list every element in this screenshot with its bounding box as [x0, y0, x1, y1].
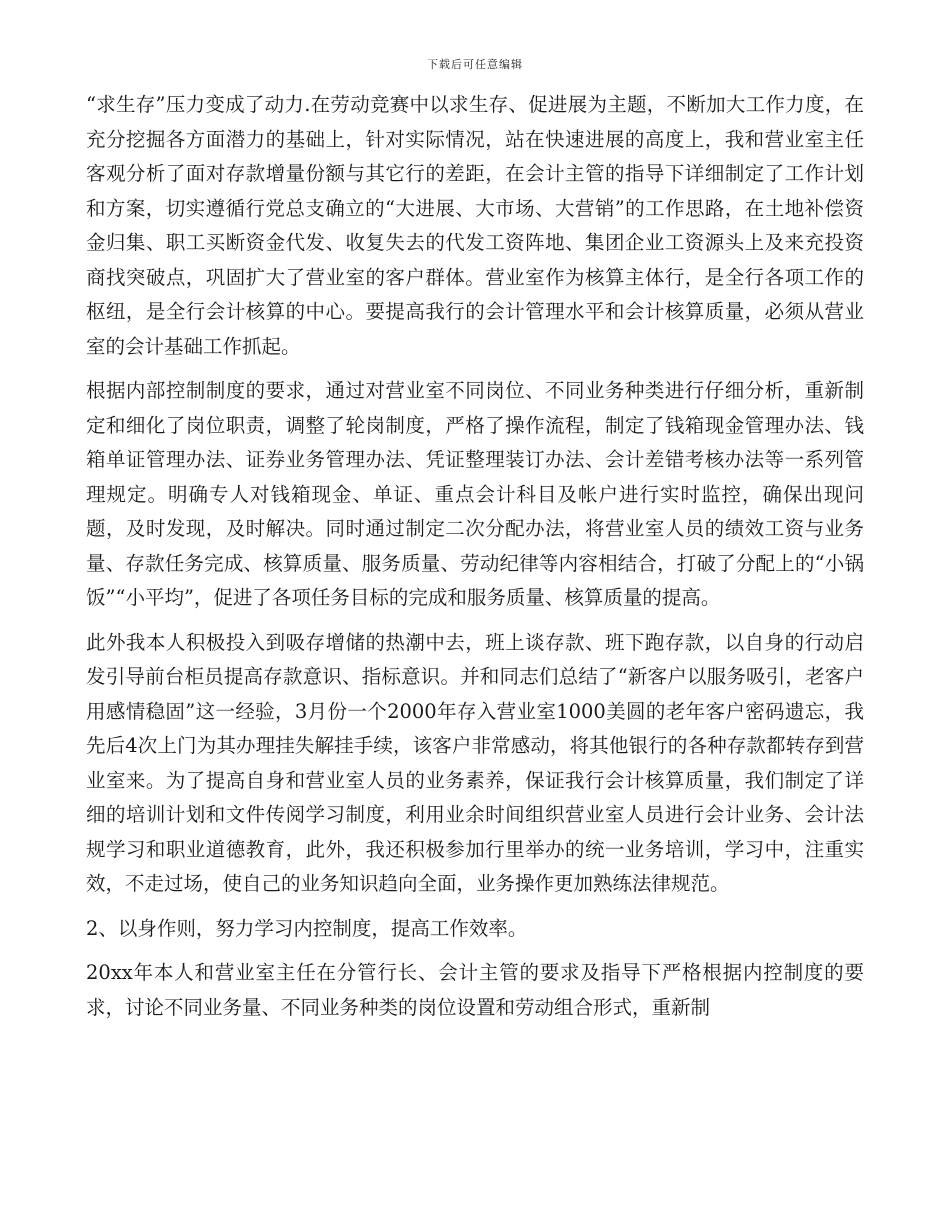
- paragraph-5: 20xx年本人和营业室主任在分管行长、会计主管的要求及指导下严格根据内控制度的要求，讨论不同业务量、不同业务种类的岗位设置和劳动组合形式，重新制: [86, 961, 864, 1019]
- paragraph-1: “求生存”压力变成了动力.在劳动竞赛中以求生存、促进展为主题，不断加大工作力度，在充分挖掘各方面潜力的基础上，针对实际情况，站在快速进展的高度上，我和营业室主任客观分析了面对存款增量份额与其它行的差距，在会计主管的指导下详细制定了工作计划和方案，切实遵循行党总支确立的“大进展、大市场、大营销”的工作思路，在土地补偿资金归集、职工买断资金代发、收复失去的代发工资阵地、集团企业工资源头上及来充投资商找突破点，巩固扩大了营业室的客户群体。营业室作为核算主体行，是全行各项工作的枢纽，是全行会计核算的中心。要提高我行的会计管理水平和会计核算质量，必须从营业室的会计基础工作抓起。: [86, 93, 864, 358]
- paragraph-3: 此外我本人积极投入到吸存增储的热潮中去，班上谈存款、班下跑存款，以自身的行动启发引导前台柜员提高存款意识、指标意识。并和同志们总结了“新客户以服务吸引，老客户用感情稳固”这一经验，3月份一个2000年存入营业室1000美圆的老年客户密码遗忘，我先后4次上门为其办理挂失解挂手续，该客户非常感动，将其他银行的各种存款都转存到营业室来。为了提高自身和营业室人员的业务素养，保证我行会计核算质量，我们制定了详细的培训计划和文件传阅学习制度，利用业余时间组织营业室人员进行会计业务、会计法规学习和职业道德教育，此外，我还积极参加行里举办的统一业务培训，学习中，注重实效，不走过场，使自己的业务知识趋向全面，业务操作更加熟练法律规范。: [86, 630, 864, 895]
- page-header: 下载后可任意编辑: [427, 58, 523, 71]
- paragraph-4: 2、以身作则，努力学习内控制度，提高工作效率。: [86, 916, 528, 940]
- document-body: [86, 88, 864, 1035]
- paragraph-2: 根据内部控制制度的要求，通过对营业室不同岗位、不同业务种类进行仔细分析，重新制定和细化了岗位职责，调整了轮岗制度，严格了操作流程，制定了钱箱现金管理办法、钱箱单证管理办法、证券业务管理办法、凭证整理装订办法、会计差错考核办法等一系列管理规定。明确专人对钱箱现金、单证、重点会计科目及帐户进行实时监控，确保出现问题，及时发现，及时解决。同时通过制定二次分配办法，将营业室人员的绩效工资与业务量、存款任务完成、核算质量、服务质量、劳动纪律等内容相结合，打破了分配上的“小锅饭”“小平均”，促进了各项任务目标的完成和服务质量、核算质量的提高。: [86, 379, 864, 609]
